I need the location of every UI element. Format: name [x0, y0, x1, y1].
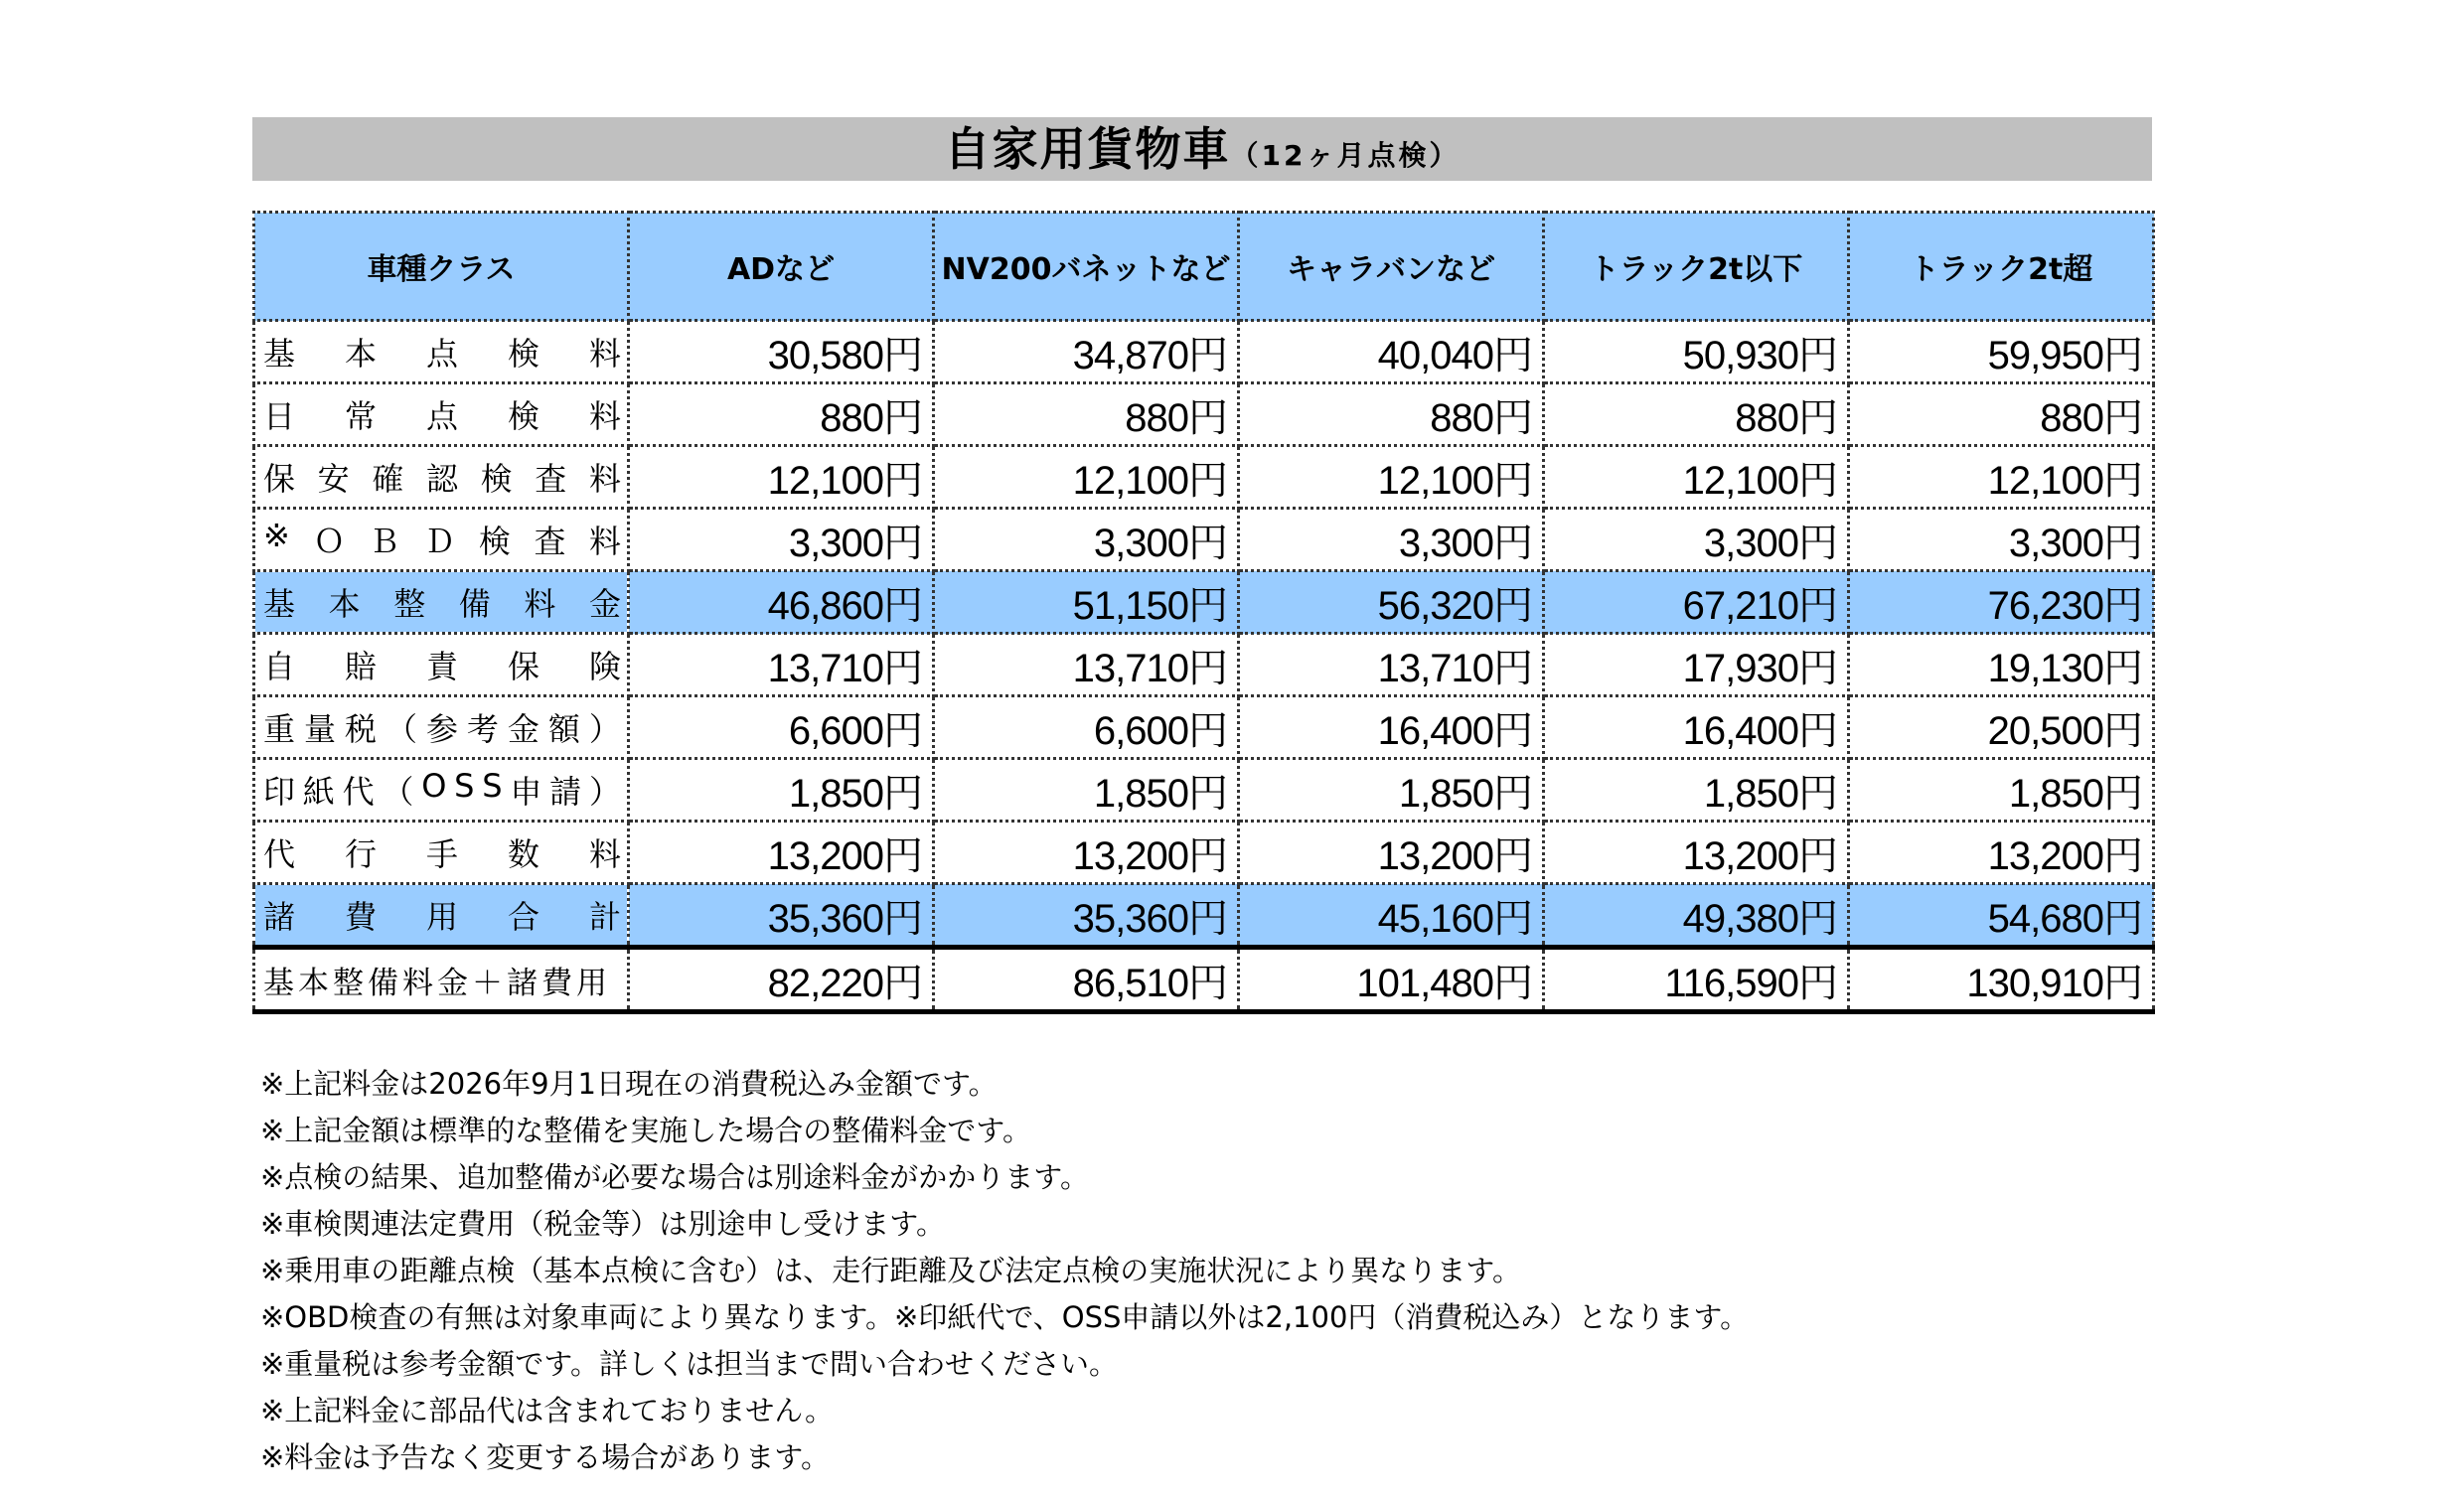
price-cell: 16,400円 [1239, 696, 1544, 759]
note-line: ※上記料金に部品代は含まれておりません。 [260, 1394, 835, 1427]
price-cell: 1,850円 [934, 759, 1239, 822]
table-row [254, 634, 2154, 696]
price-table-body [254, 213, 2154, 1012]
table-header-row [254, 213, 2154, 321]
price-cell: 13,200円 [1239, 822, 1544, 884]
total-row [254, 948, 2154, 1012]
table-row [254, 446, 2154, 509]
table-row [254, 822, 2154, 884]
table-row [254, 884, 2154, 948]
price-cell: 880円 [1544, 383, 1849, 446]
price-cell: 1,850円 [1849, 759, 2154, 822]
note-line: ※乗用車の距離点検（基本点検に含む）は、走行距離及び法定点検の実施状況により異なります。 [260, 1254, 1521, 1287]
price-cell: 40,040円 [1239, 321, 1544, 383]
price-cell: 67,210円 [1544, 571, 1849, 634]
total-price-cell: 101,480円 [1239, 948, 1544, 1012]
price-cell: 20,500円 [1849, 696, 2154, 759]
price-cell: 3,300円 [629, 509, 934, 571]
row-label-text: 諸 費 用 合 計 [263, 898, 621, 936]
row-label [254, 884, 629, 948]
row-label [254, 822, 629, 884]
price-cell: 35,360円 [629, 884, 934, 948]
price-cell: 51,150円 [934, 571, 1239, 634]
column-header: キャラバンなど [1239, 213, 1544, 321]
row-label-text: ※ Ｏ Ｂ Ｄ 検 査 料 [263, 517, 621, 560]
table-row [254, 383, 2154, 446]
price-cell: 30,580円 [629, 321, 934, 383]
row-label-text: 日 常 点 検 料 [263, 397, 621, 435]
table-row [254, 696, 2154, 759]
row-label [254, 571, 629, 634]
row-label-text: 重 量 税 （ 参 考 金 額 ） [263, 710, 621, 748]
price-cell: 880円 [629, 383, 934, 446]
price-cell: 16,400円 [1544, 696, 1849, 759]
table-row [254, 759, 2154, 822]
price-cell: 12,100円 [1544, 446, 1849, 509]
row-label [254, 696, 629, 759]
price-cell: 54,680円 [1849, 884, 2154, 948]
row-label-text: 代 行 手 数 料 [263, 835, 621, 873]
note-line: ※重量税は参考金額です。詳しくは担当まで問い合わせください。 [260, 1347, 1118, 1381]
price-cell: 35,360円 [934, 884, 1239, 948]
price-cell: 13,710円 [629, 634, 934, 696]
price-cell: 13,200円 [1544, 822, 1849, 884]
note-line: ※車検関連法定費用（税金等）は別途申し受けます。 [260, 1207, 945, 1241]
row-label-text: 基 本 点 検 料 [263, 335, 621, 373]
price-cell: 3,300円 [1239, 509, 1544, 571]
page-title [252, 117, 2152, 181]
price-cell: 880円 [1849, 383, 2154, 446]
price-table [252, 211, 2155, 1014]
price-cell: 3,300円 [1544, 509, 1849, 571]
price-cell: 13,200円 [629, 822, 934, 884]
price-cell: 1,850円 [1544, 759, 1849, 822]
title-main: 自家用貨物車 [944, 122, 1231, 176]
price-cell: 3,300円 [934, 509, 1239, 571]
row-label-text: 基 本 整 備 料 金 [263, 585, 621, 623]
total-label: 基本整備料金＋諸費用 [254, 948, 629, 1012]
note-line: ※上記金額は標準的な整備を実施した場合の整備料金です。 [260, 1114, 1031, 1147]
row-label [254, 759, 629, 822]
price-cell: 880円 [934, 383, 1239, 446]
price-cell: 49,380円 [1544, 884, 1849, 948]
price-cell: 880円 [1239, 383, 1544, 446]
price-cell: 13,200円 [1849, 822, 2154, 884]
column-header: NV200バネットなど [934, 213, 1239, 321]
row-label [254, 634, 629, 696]
price-cell: 45,160円 [1239, 884, 1544, 948]
note-line: ※上記料金は2026年9月1日現在の消費税込み金額です。 [260, 1067, 998, 1101]
total-price-cell: 82,220円 [629, 948, 934, 1012]
price-cell: 59,950円 [1849, 321, 2154, 383]
notes [260, 1061, 2148, 1481]
price-cell: 12,100円 [1239, 446, 1544, 509]
row-label-text: 自 賠 責 保 険 [263, 648, 621, 685]
price-cell: 56,320円 [1239, 571, 1544, 634]
note-line: ※OBD検査の有無は対象車両により異なります。※印紙代で、OSS申請以外は2,100円（消費税込み）となります。 [260, 1300, 1750, 1334]
table-row [254, 321, 2154, 383]
row-label [254, 383, 629, 446]
note-line: ※料金は予告なく変更する場合があります。 [260, 1440, 830, 1474]
price-cell: 12,100円 [1849, 446, 2154, 509]
price-cell: 19,130円 [1849, 634, 2154, 696]
price-cell: 12,100円 [934, 446, 1239, 509]
column-header: トラック2t以下 [1544, 213, 1849, 321]
price-cell: 34,870円 [934, 321, 1239, 383]
note-line: ※点検の結果、追加整備が必要な場合は別途料金がかかります。 [260, 1160, 1089, 1194]
table-row [254, 509, 2154, 571]
row-label [254, 509, 629, 571]
price-cell: 13,200円 [934, 822, 1239, 884]
total-price-cell: 130,910円 [1849, 948, 2154, 1012]
total-price-cell: 116,590円 [1544, 948, 1849, 1012]
column-header: トラック2t超 [1849, 213, 2154, 321]
price-cell: 6,600円 [629, 696, 934, 759]
price-cell: 12,100円 [629, 446, 934, 509]
row-label-text: 保 安 確 認 検 査 料 [263, 460, 621, 498]
price-cell: 50,930円 [1544, 321, 1849, 383]
title-sub: （12ヶ月点検） [1230, 139, 1461, 172]
table-row [254, 571, 2154, 634]
price-cell: 3,300円 [1849, 509, 2154, 571]
column-header-class: 車種クラス [254, 213, 629, 321]
price-cell: 1,850円 [629, 759, 934, 822]
price-cell: 17,930円 [1544, 634, 1849, 696]
column-header: ADなど [629, 213, 934, 321]
row-label-text: 印 紙 代 （ O S S 申 請 ） [263, 767, 621, 811]
price-cell: 76,230円 [1849, 571, 2154, 634]
price-cell: 13,710円 [1239, 634, 1544, 696]
price-cell: 46,860円 [629, 571, 934, 634]
price-cell: 13,710円 [934, 634, 1239, 696]
row-label [254, 321, 629, 383]
price-cell: 6,600円 [934, 696, 1239, 759]
row-label [254, 446, 629, 509]
total-price-cell: 86,510円 [934, 948, 1239, 1012]
price-cell: 1,850円 [1239, 759, 1544, 822]
